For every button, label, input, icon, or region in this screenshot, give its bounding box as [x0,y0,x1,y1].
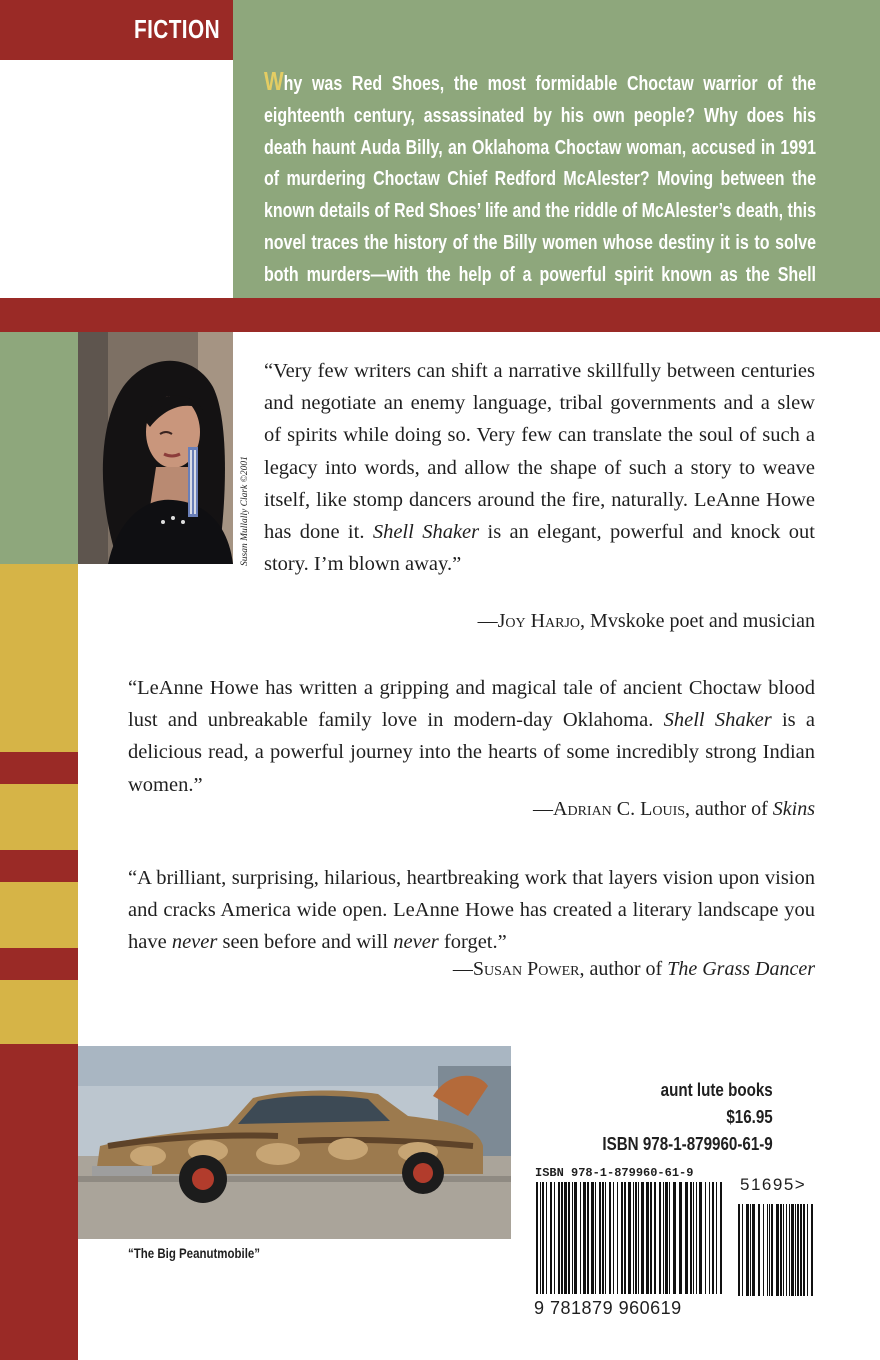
quote-text: “A brilliant, surprising, hilarious, heartbreaking work that layers vision upon vision and cracks America wide open. LeAnne Howe has created a literary landscape you have [128,867,815,954]
quote-attribution [533,798,815,821]
barcode-bar [811,1204,813,1296]
quote-attribution [478,610,815,633]
stripe-gold [0,882,78,948]
stripe-gold [0,784,78,850]
attribution-affiliation: , Mvskoke poet and musician [580,610,815,632]
publisher-info [603,1076,773,1157]
barcode-bar [583,1182,586,1294]
barcode-bar [641,1182,644,1294]
price: $16.95 [726,1106,773,1127]
barcode-bar [797,1204,799,1296]
attribution-name: Joy Harjo [497,610,581,632]
stripe-red [0,0,78,60]
barcode-bar [564,1182,567,1294]
barcode-bar [800,1204,802,1296]
quote-text: seen before and will [217,931,394,954]
stripe-red [0,850,78,882]
barcode-bar [750,1204,751,1296]
barcode-bar [771,1204,773,1296]
attribution-name: Adrian C. Louis [553,798,686,820]
barcode-bar [568,1182,570,1294]
barcode-isbn-text: ISBN 978-1-879960-61-9 [535,1166,694,1180]
isbn: ISBN 978-1-879960-61-9 [602,1133,773,1154]
barcode-bar [665,1182,668,1294]
stripe-gold [0,564,78,752]
barcode-bar [789,1204,790,1296]
barcode-bar [720,1182,722,1294]
quote-title: Shell Shaker [372,521,480,544]
barcode-bar [536,1182,538,1294]
barcode-bar [613,1182,614,1294]
barcode-bar [574,1182,577,1294]
barcode-bar [758,1204,760,1296]
quote-attribution [453,958,815,981]
endorsement-quote [128,862,815,959]
stripe-white [0,60,78,298]
peanutmobile-photo [78,1046,511,1239]
barcode-bar [690,1182,692,1294]
quote-text: “LeAnne Howe has written a gripping and magical tale of ancient Choctaw blood lust and unbreakable family love in modern-day Oklahoma. [128,677,815,732]
barcode-bar [780,1204,782,1296]
barcode-bar [558,1182,560,1294]
barcode-bar [795,1204,796,1296]
barcode-bar [742,1204,743,1296]
barcode-bar [767,1204,768,1296]
quote-emphasis: never [393,931,439,954]
barcode-bar [716,1182,717,1294]
quote-text: is an elegant, powerful and knock out story. I’m blown away.” [264,521,815,576]
quote-emphasis: never [171,931,218,954]
barcode-bar [709,1182,710,1294]
attribution-affiliation: , author of [579,958,668,980]
attribution-dash: — [452,958,473,980]
barcode-bar [679,1182,682,1294]
publisher-name: aunt lute books [660,1079,773,1100]
barcode-bar [554,1182,555,1294]
book-blurb [264,66,816,323]
barcode-bar [663,1182,664,1294]
section-label: FICTION [134,14,220,44]
barcode-bar [752,1204,755,1296]
barcode-bar [791,1204,794,1296]
barcode-bar [673,1182,676,1294]
attribution-dash: — [477,610,498,632]
barcode-bar [540,1182,541,1294]
blurb-dropcap: W [264,66,284,96]
barcode-bar [669,1182,670,1294]
barcode-bar [638,1182,639,1294]
barcode-bar [602,1182,604,1294]
barcode-bar [738,1204,740,1296]
barcode-bar [609,1182,611,1294]
barcode-bar [591,1182,594,1294]
barcode-bar [783,1204,784,1296]
barcode-bar [803,1204,805,1296]
barcode-supplement: 51695> [740,1175,807,1194]
divider-band [0,298,880,332]
stripe-green [0,332,78,564]
barcode-bar [807,1204,808,1296]
barcode-bar [542,1182,544,1294]
barcode-bar [763,1204,764,1296]
barcode-bar [635,1182,637,1294]
barcode-bar [685,1182,688,1294]
barcode-bar [561,1182,563,1294]
barcode-bar [605,1182,606,1294]
barcode-bar [654,1182,656,1294]
barcode-bar [705,1182,706,1294]
barcode [534,1182,817,1296]
barcode-bar [628,1182,631,1294]
barcode-bar [696,1182,697,1294]
attribution-name: Susan Power [472,958,580,980]
barcode-bar [746,1204,749,1296]
stripe-red [0,752,78,784]
barcode-bar [776,1204,779,1296]
barcode-bar [624,1182,626,1294]
barcode-bar [650,1182,652,1294]
barcode-bar [769,1204,770,1296]
endorsement-quote [264,355,815,580]
quote-text: “Very few writers can shift a narrative skillfully between centuries and negotiate an enemy language, tribal governments and a slew of spirits while doing so. Very few can translate the soul of such a legacy into words, and allow the shape of such a story to weave itself, like stomp dancers around the fire, naturally. LeAnne Howe has done it. [264,360,815,544]
quote-text: forget.” [438,931,507,954]
barcode-bar [572,1182,573,1294]
attribution-dash: — [533,798,554,820]
barcode-bar [546,1182,547,1294]
quote-title: Shell Shaker [663,709,772,732]
barcode-bar [633,1182,634,1294]
barcode-bar [550,1182,552,1294]
quote-text: is a delicious read, a powerful journey into the hearts of some incredibly strong Indian women.” [128,709,815,796]
endorsement-quote [128,672,815,801]
barcode-bar [786,1204,787,1296]
barcode-bar [693,1182,694,1294]
stripe-red [0,1044,78,1360]
barcode-bar [580,1182,581,1294]
barcode-digits: 9 781879 960619 [534,1298,682,1318]
author-photo [78,332,233,564]
barcode-bar [617,1182,618,1294]
barcode-bar [699,1182,702,1294]
attribution-work: The Grass Dancer [667,958,815,980]
stripe-red [0,948,78,980]
barcode-bar [646,1182,649,1294]
barcode-bar [587,1182,589,1294]
blurb-text: hy was Red Shoes, the most formidable Choctaw warrior of the eighteenth century, assassinated by his own people? Why does his death haunt Auda Billy, an Oklahoma Choctaw woman, accused in 1991 of murdering Choctaw Chief Redford McAlester? Moving between the known details of Red Shoes’ life and the riddle of McAlester’s death, this novel traces the history of the Billy women whose destiny it is to solve both murders—with the help of a powerful spirit known as the Shell [264,73,816,286]
attribution-affiliation: , author of [685,798,773,820]
photo-caption: “The Big Peanutmobile” [128,1245,261,1261]
barcode-bar [599,1182,601,1294]
barcode-bar [659,1182,661,1294]
photo-credit: Susan Mullally Clark ©2001 [240,456,250,566]
barcode-bar [621,1182,623,1294]
barcode-bar [712,1182,714,1294]
attribution-work: Skins [772,798,815,820]
stripe-gold [0,980,78,1044]
barcode-bar [595,1182,596,1294]
